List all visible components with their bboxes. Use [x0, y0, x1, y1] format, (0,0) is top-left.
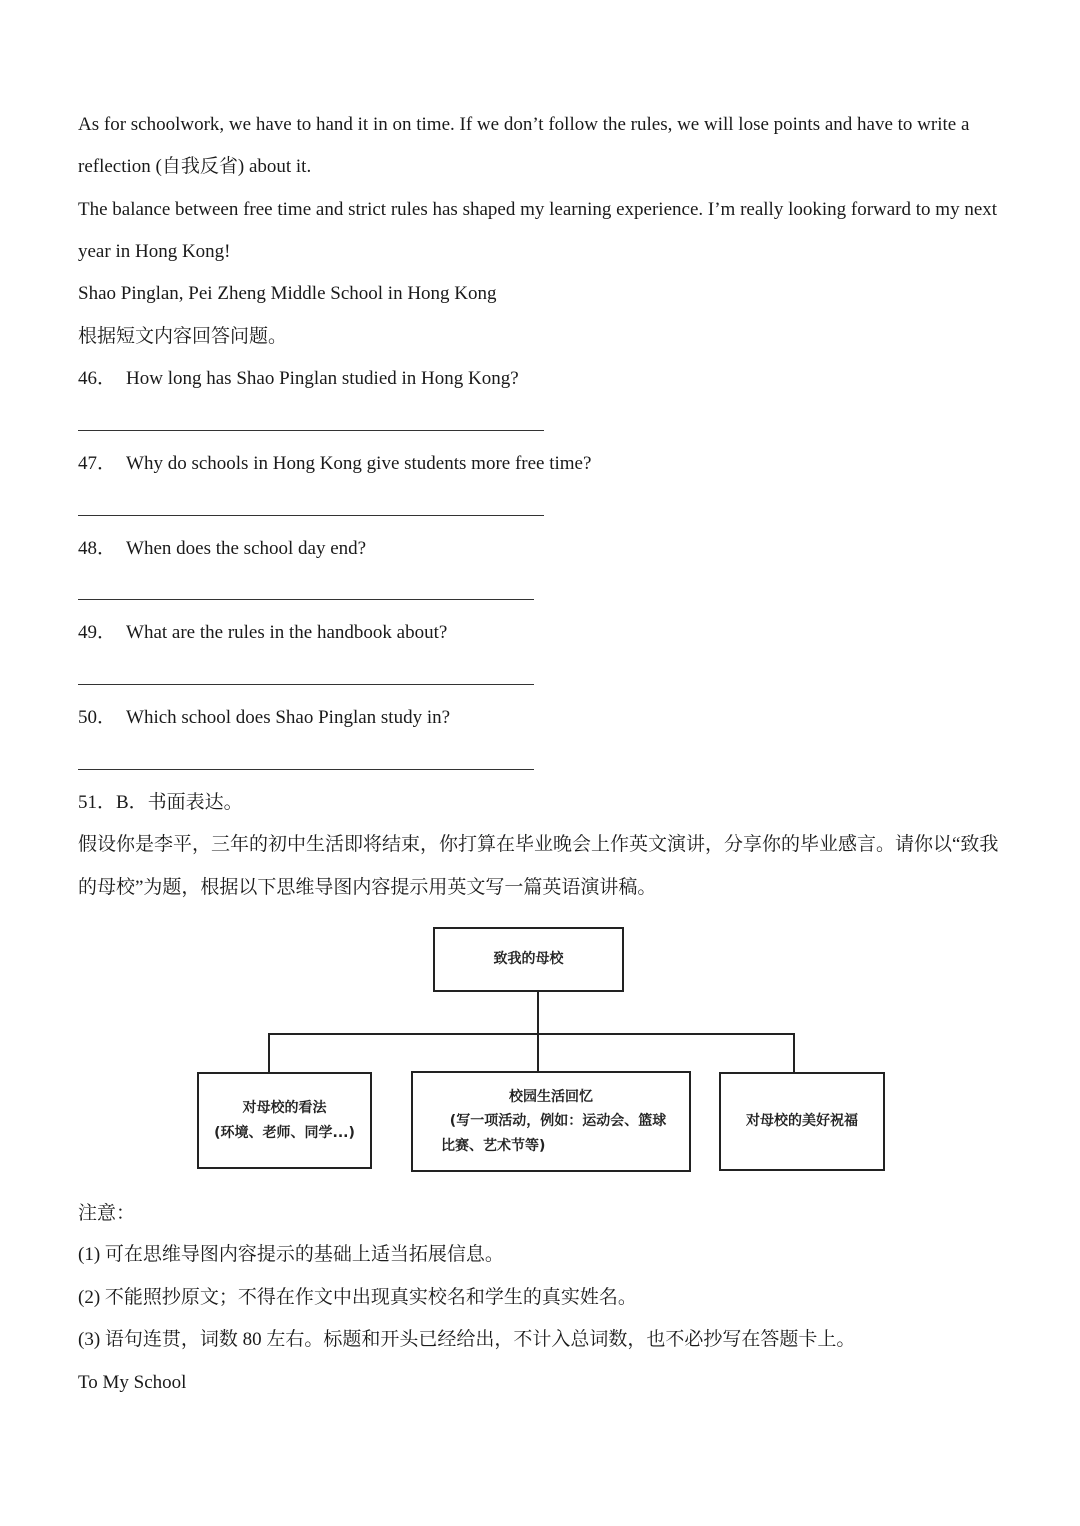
question-number: 50．	[78, 707, 117, 728]
writing-prompt: 的母校”为题，根据以下思维导图内容提示用英文写一篇英语演讲稿。	[78, 877, 657, 898]
question-number: 49．	[78, 622, 117, 643]
branch-label: (环境、老师、同学...)	[214, 1124, 355, 1141]
question-number: 48．	[78, 538, 117, 559]
question-text: Which school does Shao Pinglan study in?	[126, 707, 451, 728]
question-number: 47．	[78, 453, 117, 474]
answer-line-47[interactable]	[78, 515, 544, 516]
mindmap-root	[433, 927, 624, 992]
mindmap-branch-wishes	[719, 1072, 885, 1171]
question-text: Why do schools in Hong Kong give students more free time?	[126, 453, 592, 474]
branch-label: 比赛、艺术节等)	[441, 1137, 546, 1154]
notes-title: 注意：	[78, 1203, 136, 1224]
question-50	[78, 708, 450, 727]
question-text: When does the school day end?	[126, 538, 367, 559]
mindmap-branch-views	[197, 1072, 372, 1169]
question-text: How long has Shao Pinglan studied in Hong Kong?	[126, 368, 519, 389]
answer-line-50[interactable]	[78, 769, 534, 770]
connector-line	[268, 1033, 795, 1035]
note-item: (1) 可在思维导图内容提示的基础上适当拓展信息。	[78, 1244, 504, 1265]
branch-label: 对母校的看法	[242, 1100, 327, 1116]
connector-line	[537, 992, 539, 1072]
question-47	[78, 454, 591, 473]
question-48	[78, 539, 366, 558]
note-item: (2) 不能照抄原文；不得在作文中出现真实校名和学生的真实姓名。	[78, 1287, 637, 1308]
instruction-text: 根据短文内容回答问题。	[78, 326, 288, 347]
branch-label: 对母校的美好祝福	[746, 1113, 858, 1130]
mindmap-root-label: 致我的母校	[493, 951, 564, 968]
mindmap-branch-memories	[411, 1071, 691, 1172]
question-46	[78, 369, 519, 388]
question-49	[78, 623, 447, 642]
connector-line	[268, 1033, 270, 1073]
question-text: What are the rules in the handbook about?	[126, 622, 448, 643]
note-item: (3) 语句连贯，词数 80 左右。标题和开头已经给出，不计入总词数，也不必抄写在答题卡上。	[78, 1329, 856, 1350]
branch-label: 校园生活回忆	[509, 1088, 593, 1105]
answer-line-46[interactable]	[78, 430, 544, 431]
essay-title: To My School	[78, 1372, 187, 1393]
answer-line-48[interactable]	[78, 599, 534, 600]
passage-line: As for schoolwork, we have to hand it in on time. If we don’t follow the rules, we will lose points and have to write a	[78, 114, 970, 135]
passage-line: The balance between free time and strict rules has shaped my learning experience. I’m really looking forward to my next	[78, 199, 998, 220]
passage-line: reflection (自我反省) about it.	[78, 156, 312, 177]
branch-label: (写一项活动，例如：运动会、篮球	[449, 1113, 667, 1130]
question-number: 46．	[78, 368, 117, 389]
writing-prompt: 假设你是李平，三年的初中生活即将结束，你打算在毕业晚会上作英文演讲，分享你的毕业感言。请你以“致我	[78, 834, 999, 855]
passage-signature: Shao Pinglan, Pei Zheng Middle School in Hong Kong	[78, 283, 497, 304]
answer-line-49[interactable]	[78, 684, 534, 685]
writing-heading: 51．B．书面表达。	[78, 792, 243, 813]
connector-line	[793, 1033, 795, 1073]
passage-line: year in Hong Kong!	[78, 241, 231, 262]
